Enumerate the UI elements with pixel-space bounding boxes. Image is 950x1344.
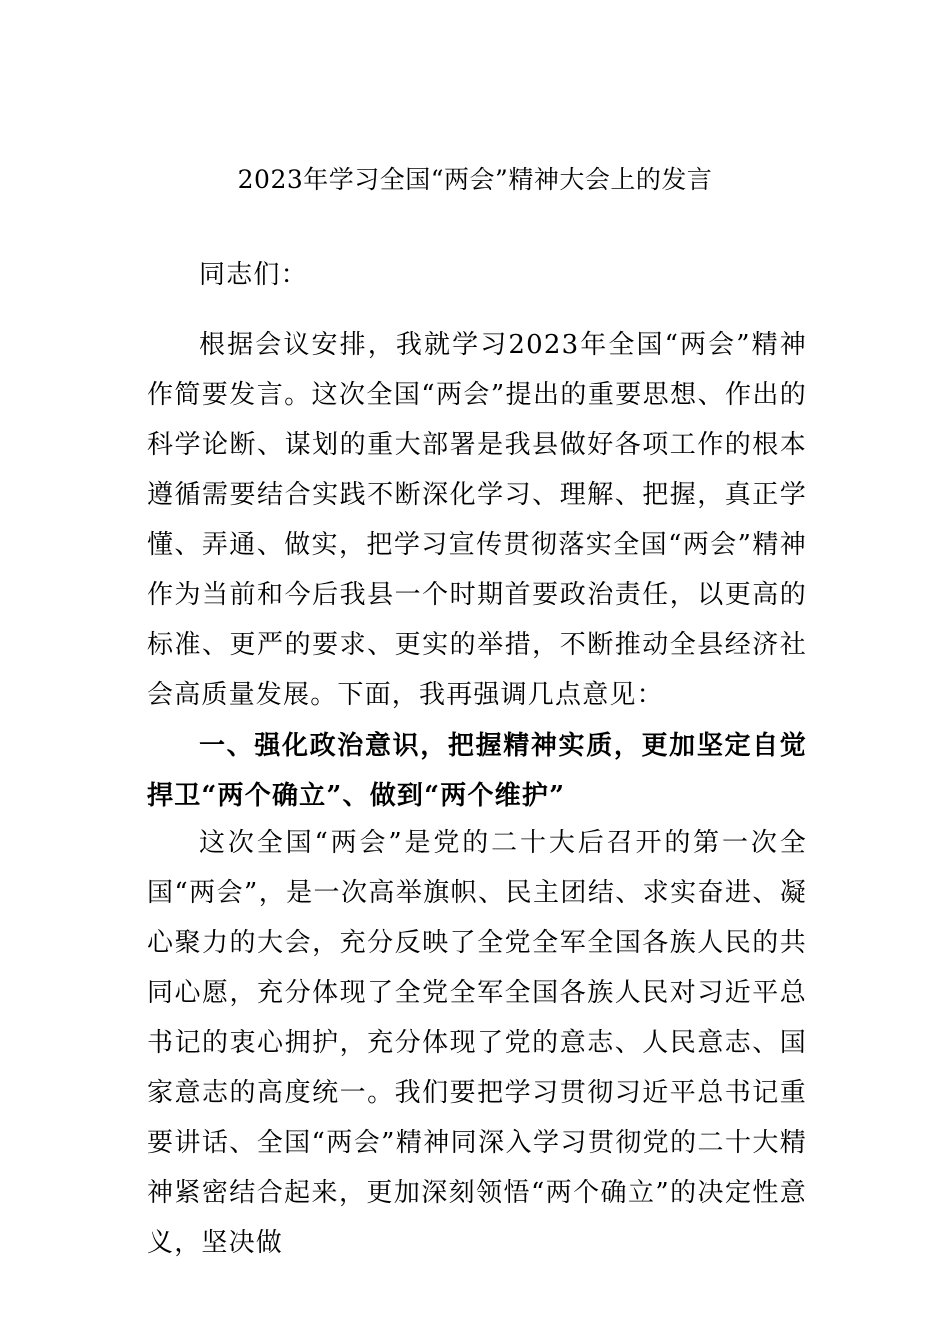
document-title: 2023年学习全国“两会”精神大会上的发言 — [237, 165, 713, 194]
salutation: 同志们： — [199, 260, 308, 290]
paragraph-section-1: 这次全国“两会”是党的二十大后召开的第一次全国“两会”，是一次高举旗帜、民主团结、求实奋进、凝心聚力的大会，充分反映了全党全军全国各族人民的共同心愿，充分体现了全党全军全国各族人民对习近平总书记的衷心拥护，充分体现了党的意志、人民意志、国家意志的高度统一。我们要把学习贯彻习近平总书记重要讲话、全国“两会”精神同深入学习贯彻党的二十大精神紧密结合起来，更加深刻领悟“两个确立”的决定性意义，坚决做 — [147, 828, 807, 1258]
paragraph-intro: 根据会议安排，我就学习2023年全国“两会”精神作简要发言。这次全国“两会”提出的重要思想、作出的科学论断、谋划的重大部署是我县做好各项工作的根本遵循需要结合实践不断深化学习、理解、把握，真正学懂、弄通、做实，把学习宣传贯彻落实全国“两会”精神作为当前和今后我县一个时期首要政治责任，以更高的标准、更严的要求、更实的举措，不断推动全县经济社会高质量发展。下面，我再强调几点意见： — [147, 330, 807, 710]
section-heading-1: 一、强化政治意识，把握精神实质，更加坚定自觉捍卫“两个确立”、做到“两个维护” — [147, 731, 807, 811]
